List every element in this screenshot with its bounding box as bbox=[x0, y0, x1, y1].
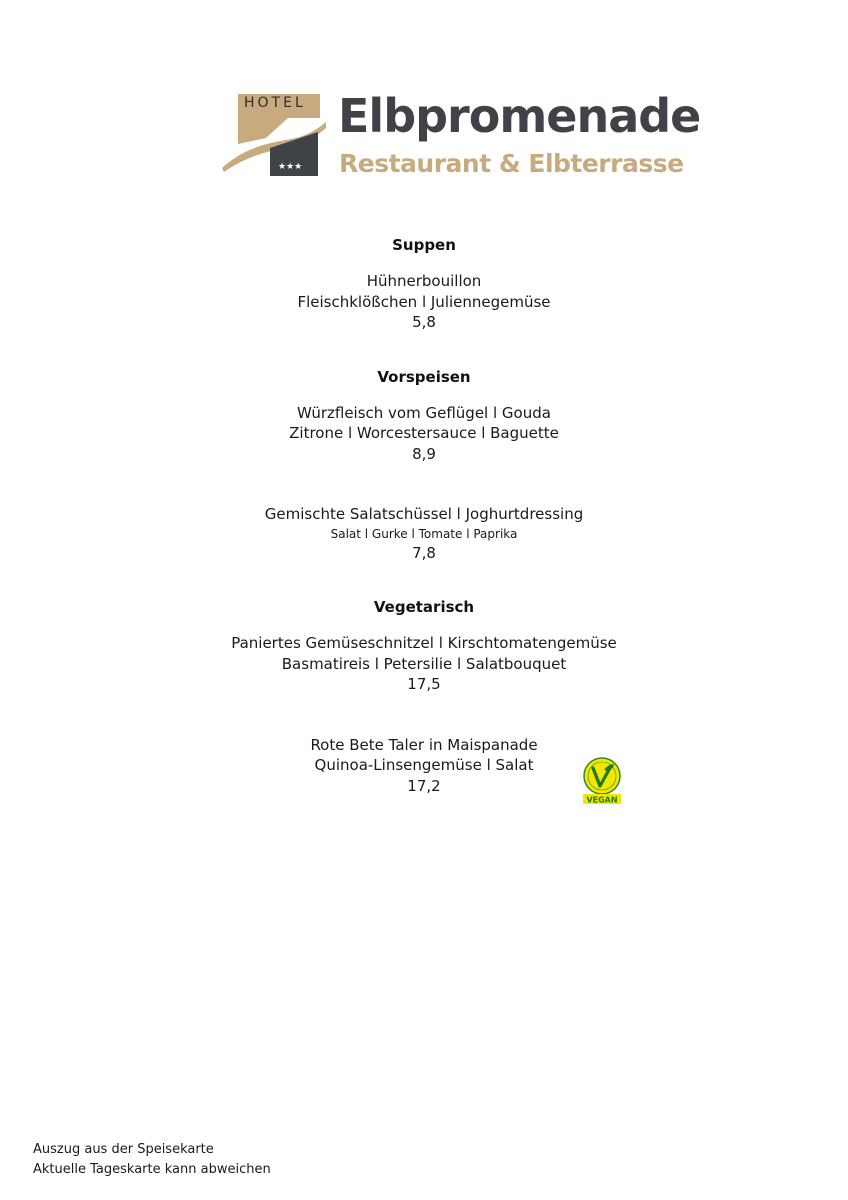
dish-line: Würzfleisch vom Geflügel l Gouda bbox=[297, 403, 551, 422]
menu bbox=[0, 230, 848, 796]
logo-name: Elbpromenade bbox=[338, 89, 701, 143]
vegan-badge-icon bbox=[580, 756, 624, 806]
section-title: Suppen bbox=[392, 236, 456, 254]
dish-line: Rote Bete Taler in Maispanade bbox=[310, 735, 538, 754]
dish-price: 17,2 bbox=[407, 776, 441, 795]
dish bbox=[0, 735, 848, 797]
dish-price: 8,9 bbox=[412, 444, 436, 463]
vegan-badge-label: VEGAN bbox=[586, 795, 618, 805]
section-vorspeisen bbox=[0, 362, 848, 564]
svg-text:★★★: ★★★ bbox=[278, 162, 303, 172]
dish bbox=[0, 504, 848, 563]
section-title: Vegetarisch bbox=[373, 598, 475, 616]
dish-price: 7,8 bbox=[412, 543, 436, 562]
footer-line: Auszug aus der Speisekarte bbox=[33, 1142, 214, 1157]
dish-price: 17,5 bbox=[407, 675, 441, 693]
footer bbox=[33, 1140, 271, 1180]
dish-price: 5,8 bbox=[412, 313, 436, 331]
dish bbox=[0, 403, 848, 465]
dish bbox=[0, 633, 848, 695]
dish-line: Paniertes Gemüseschnitzel l Kirschtomatengemüse bbox=[231, 634, 617, 652]
dish bbox=[0, 271, 848, 333]
dish-line: Basmatireis l Petersilie l Salatbouquet bbox=[281, 654, 567, 673]
section-suppen bbox=[0, 230, 848, 333]
section-title: Vorspeisen bbox=[377, 367, 471, 386]
section-vegetarisch bbox=[0, 592, 848, 796]
footer-line: Aktuelle Tageskarte kann abweichen bbox=[33, 1162, 271, 1177]
dish-line: Quinoa-Linsengemüse l Salat bbox=[314, 756, 534, 774]
hotel-logo bbox=[222, 88, 701, 183]
logo-hotel-text: HOTEL bbox=[244, 95, 306, 111]
dish-line: Zitrone l Worcestersauce l Baguette bbox=[289, 424, 559, 442]
dish-line: Gemischte Salatschüssel l Joghurtdressing bbox=[264, 505, 584, 523]
dish-subline: Salat l Gurke l Tomate l Paprika bbox=[330, 526, 518, 541]
logo-subtitle: Restaurant & Elbterrasse bbox=[339, 149, 684, 178]
dish-line: Fleischklößchen l Juliennegemüse bbox=[297, 292, 551, 311]
dish-line: Hühnerbouillon bbox=[366, 272, 482, 290]
